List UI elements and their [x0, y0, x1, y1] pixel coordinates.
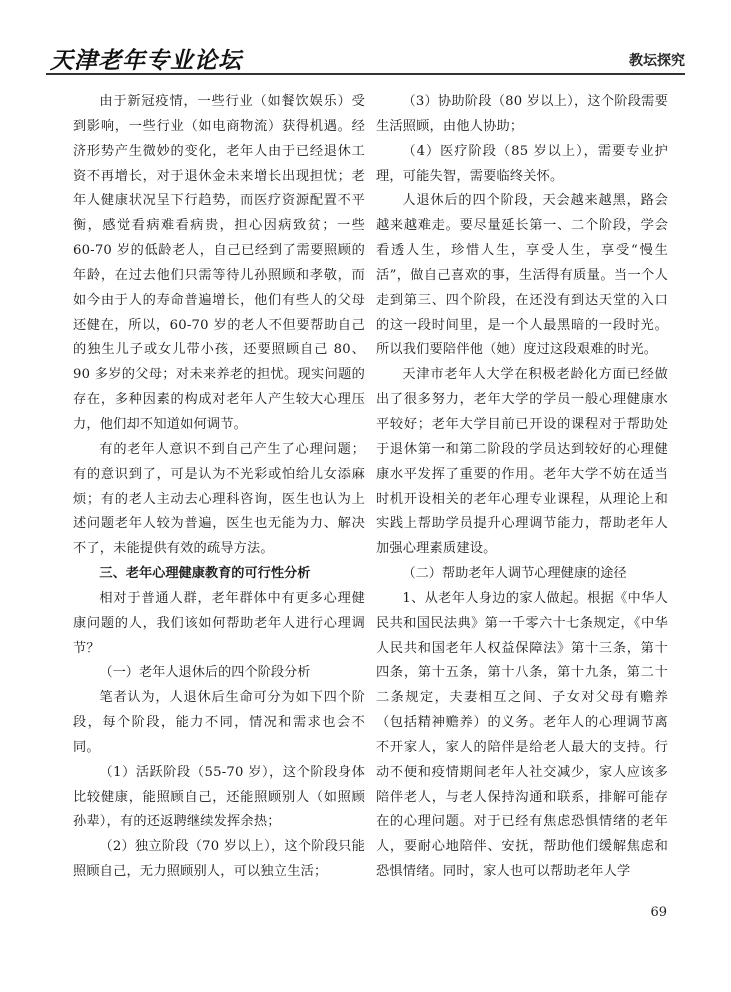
page-number: 69	[650, 905, 667, 920]
paragraph: 相对于普通人群，老年群体中有更多心理健康问题的人，我们该如何帮助老年人进行心理调节？	[73, 590, 365, 656]
paragraph: 人退休后的四个阶段，天会越来越黑，路会越来越难走。要尽量延长第一、二个阶段，学会看透人生，珍惜人生，享受人生，享受“慢生活”，做自己喜欢的事，生活得有质量。当一个人走到第三、四个阶段，在还没有到达天堂的入口的这一段时间里，是一个人最黑暗的一段时光。所以我们要陪伴他（她）度过这段艰难的时光。	[376, 193, 668, 358]
stage-item: （4）医疗阶段（85 岁以上），需要专业护理，可能失智，需要临终关怀。	[376, 143, 668, 184]
stage-item: （3）协助阶段（80 岁以上），这个阶段需要生活照顾，由他人协助；	[376, 94, 668, 134]
right-column	[376, 90, 668, 885]
section-heading: 三、老年心理健康教育的可行性分析	[99, 566, 311, 582]
section-label: 教坛探究	[629, 53, 685, 69]
stage-item: （2）独立阶段（70 岁以上），这个阶段只能照顾自己，无力照顾别人，可以独立生活；	[73, 839, 365, 880]
paragraph: 笔者认为，人退休后生命可分为如下四个阶段，每个阶段，能力不同，情况和需求也会不同。	[73, 690, 365, 755]
paragraph: 1、从老年人身边的家人做起。根据《中华人民共和国民法典》第一千零六十七条规定，《中华人民共和国老年人权益保障法》第十三条，第十四条，第十五条，第十八条，第十九条，第二十二条规定，夫妻相互之间、子女对父母有赡养（包括精神赡养）的义务。老年人的心理调节离不开家人，家人的陪伴是给老人最大的支持。行动不便和疫情期间老年人社交减少，家人应该多陪伴老人，与老人保持沟通和联系，排解可能存在的心理问题。对于已经有焦虑恐惧情绪的老年人，要耐心地陪伴、安抚，帮助他们缓解焦虑和恐惧情绪。同时，家人也可以帮助老年人学	[376, 590, 668, 880]
left-column	[73, 90, 365, 885]
journal-logo: 天津老年专业论坛	[50, 47, 242, 74]
stage-item: （1）活跃阶段（55-70 岁），这个阶段身体比较健康，能照顾自己，还能照顾别人（如照顾孙辈），有的还返聘继续发挥余热；	[73, 764, 365, 830]
paragraph: 由于新冠疫情，一些行业（如餐饮娱乐）受到影响，一些行业（如电商物流）获得机遇。经济形势产生微妙的变化，老年人由于已经退休工资不再增长，对于退休金未来增长出现担忧；老年人健康状况呈下行趋势，而医疗资源配置不平衡，感觉看病难看病贵，担心因病致贫；一些 60-70 岁的低龄老人，自己已经到了需要照顾的年龄，在过去他们只需等待儿孙照顾和孝敬，而如今由于人的寿命普遍增长，他们有些人的父母还健在，所以，60-70 岁的老人不但要帮助自己的独生儿子或女儿带小孩，还要照顾自己 80、90 多岁的父母；对未来养老的担忧。现实问题的存在，多种因素的构成对老年人产生较大心理压力，他们却不知道如何调节。	[73, 94, 365, 432]
subsection-heading: （一）老年人退休后的四个阶段分析	[99, 665, 311, 681]
page-header	[0, 0, 731, 80]
subsection-heading: （二）帮助老年人调节心理健康的途径	[402, 566, 627, 582]
paragraph: 天津市老年人大学在积极老龄化方面已经做出了很多努力，老年大学的学员一般心理健康水平较好；老年大学目前已开设的课程对于帮助处于退休第一和第二阶段的学员达到较好的心理健康水平发挥了重要的作用。老年大学不妨在适当时机开设相关的老年心理专业课程，从理论上和实践上帮助学员提升心理调节能力，帮助老年人加强心理素质建设。	[376, 367, 668, 557]
paragraph: 有的老年人意识不到自己产生了心理问题；有的意识到了，可是认为不光彩或怕给儿女添麻烦；有的老人主动去心理科咨询，医生也认为上述问题老年人较为普遍，医生也无能为力、解决不了，未能提供有效的疏导方法。	[73, 441, 365, 557]
header-divider	[46, 73, 685, 75]
